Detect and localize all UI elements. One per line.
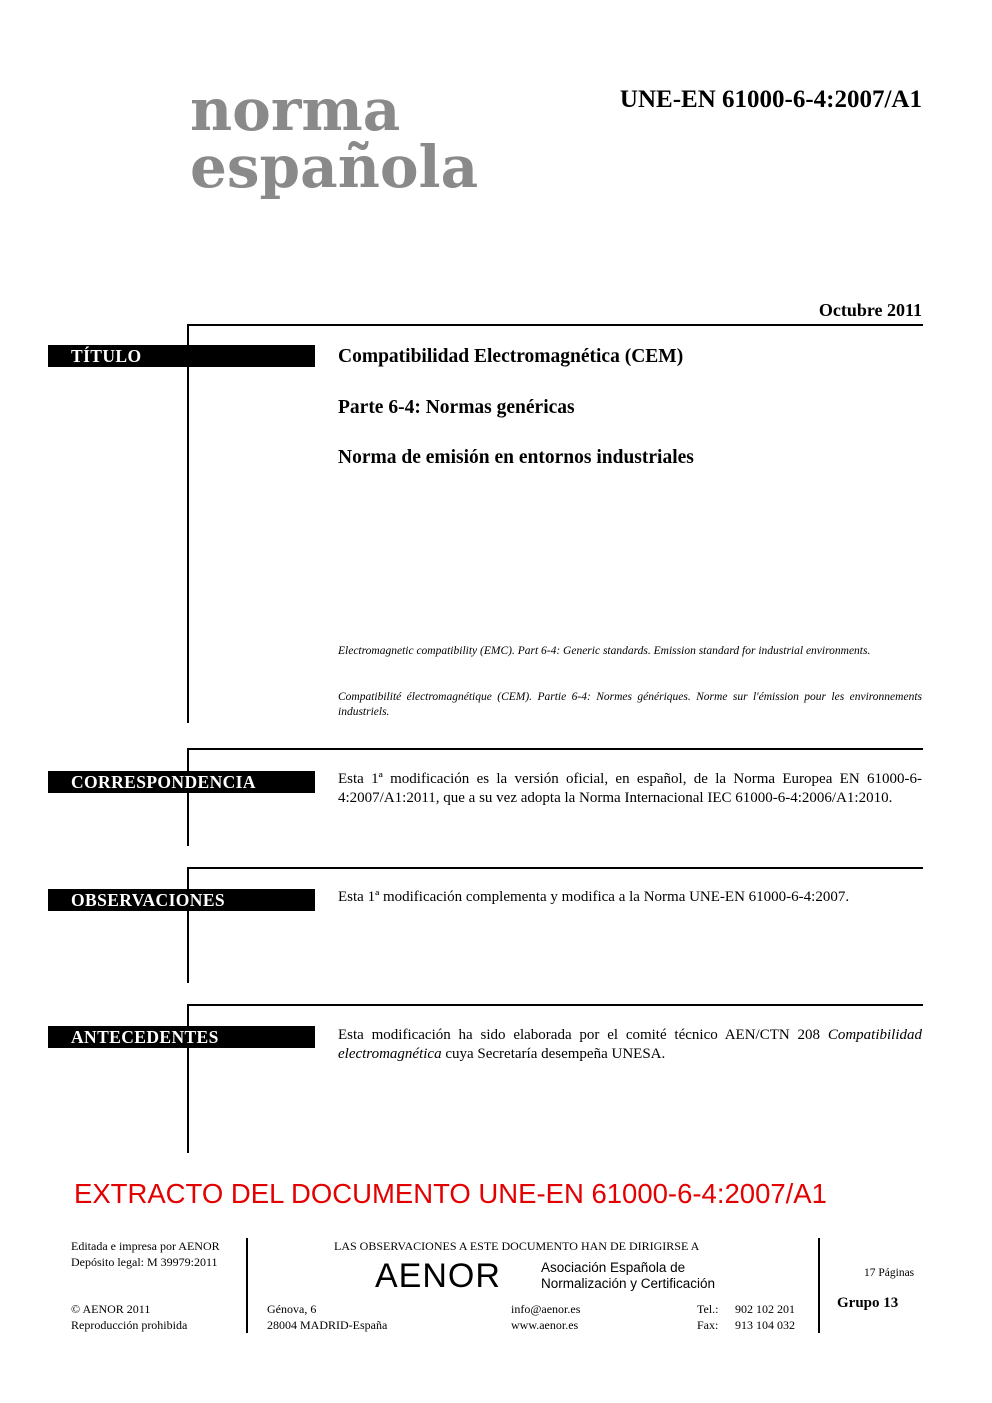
footer-edition-info (71, 1238, 220, 1270)
reproduction-notice: Reproducción prohibida (71, 1318, 188, 1332)
fax-number: 913 104 032 (735, 1318, 795, 1332)
extract-notice: EXTRACTO DEL DOCUMENTO UNE-EN 61000-6-4:2007/A1 (74, 1178, 827, 1209)
brand-line-2: española (190, 133, 479, 201)
copyright: © AENOR 2011 (71, 1302, 151, 1316)
section-label-observaciones: OBSERVACIONES (48, 889, 315, 911)
section-rule (187, 748, 189, 846)
edited-by: Editada e impresa por AENOR (71, 1239, 220, 1253)
publication-date: Octubre 2011 (818, 300, 922, 320)
legal-deposit: Depósito legal: M 39979:2011 (71, 1255, 218, 1269)
observaciones-text: Esta 1ª modificación complementa y modifica a la Norma UNE-EN 61000-6-4:2007. (338, 889, 850, 905)
footer-divider (818, 1238, 820, 1333)
english-title: Electromagnetic compatibility (EMC). Part 6-4: Generic standards. Emission standard for industrial environments. (338, 645, 871, 657)
section-divider (188, 867, 923, 869)
section-label-titulo: TÍTULO (48, 345, 315, 367)
antecedentes-text-part1: Esta modificación ha sido elaborada por el comité técnico AEN/CTN 208 (338, 1027, 828, 1043)
french-title: Compatibilité électromagnétique (CEM). Partie 6-4: Normes génériques. Norme sur l'émission pour les environnements industriels. (338, 691, 922, 718)
brand-line-1: norma (190, 76, 401, 144)
brand-title (190, 76, 479, 201)
price-group: Grupo 13 (837, 1295, 899, 1311)
tel-label: Tel.: (697, 1302, 719, 1316)
footer-contact-online (511, 1301, 580, 1333)
footer-contact-labels (697, 1301, 719, 1333)
footer-contact-numbers (735, 1301, 795, 1333)
correspondencia-text: Esta 1ª modificación es la versión oficial, en español, de la Norma Europea EN 61000-6-4:2007/A1:2011, que a su vez adopta la Norma Internacional IEC 61000-6-4:2006/A1:2010. (338, 771, 922, 806)
section-rule (187, 324, 189, 723)
footer-address (267, 1301, 387, 1333)
address-line-2: 28004 MADRID-España (267, 1318, 388, 1332)
antecedentes-text-part2: cuya Secretaría desempeña UNESA. (441, 1046, 666, 1062)
section-divider (188, 1004, 923, 1006)
aenor-logo: AENOR (375, 1257, 501, 1295)
title-line-2: Parte 6-4: Normas genéricas (338, 397, 575, 418)
section-divider (188, 324, 923, 326)
antecedentes-text (338, 1026, 922, 1064)
page-count: 17 Páginas (864, 1267, 915, 1279)
section-label-correspondencia: CORRESPONDENCIA (48, 771, 315, 793)
standard-code: UNE-EN 61000-6-4:2007/A1 (619, 86, 922, 113)
fax-label: Fax: (697, 1318, 719, 1332)
antecedentes-committee-name: Compatibilidad electromagnética (338, 1027, 922, 1062)
org-line-1: Asociación Española de (541, 1260, 686, 1275)
observations-notice: LAS OBSERVACIONES A ESTE DOCUMENTO HAN DE DIRIGIRSE A (334, 1239, 700, 1253)
aenor-organization-name (541, 1260, 715, 1292)
contact-email[interactable]: info@aenor.es (511, 1302, 581, 1316)
org-line-2: Normalización y Certificación (541, 1276, 716, 1291)
tel-number: 902 102 201 (735, 1302, 795, 1316)
footer-copyright-info (71, 1301, 187, 1333)
title-line-1: Compatibilidad Electromagnética (CEM) (338, 346, 684, 367)
section-divider (188, 748, 923, 750)
section-label-antecedentes: ANTECEDENTES (48, 1026, 315, 1048)
title-line-3: Norma de emisión en entornos industriales (338, 447, 694, 468)
footer-divider (246, 1238, 248, 1333)
address-line-1: Génova, 6 (267, 1302, 317, 1316)
section-rule (187, 867, 189, 983)
contact-website[interactable]: www.aenor.es (511, 1318, 579, 1332)
